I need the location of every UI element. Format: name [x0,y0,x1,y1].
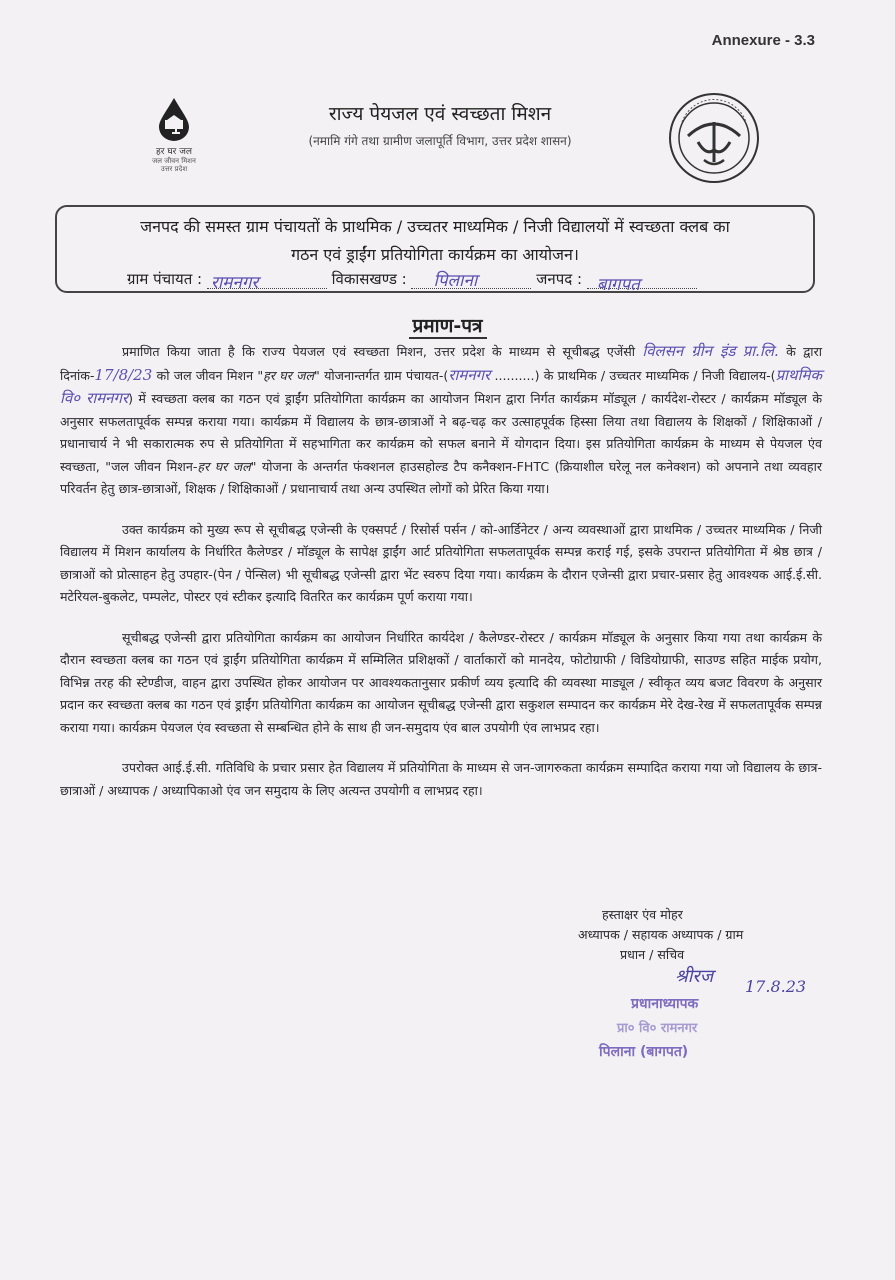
agency-name-handwritten: विलसन ग्रीन इंड [642,342,736,360]
event-date-handwritten: 17/8/23 [94,365,153,384]
gram-panchayat-value: रामनगर [210,273,259,293]
har-ghar-jal-logo [138,96,210,173]
paragraph-4: उपरोक्त आई.ई.सी. गतिविधि के प्रचार प्रसार हेत विद्यालय में प्रतियोगिता के माध्यम से जन-जागरुकता कार्यक्रम सम्पादित कराया गया जो विद्यालय के छात्र-छात्राओं / अध्यापक / अध्यापिकाओ एंव जन समुदाय के लिए अत्यन्त उपयोगी व लाभप्रद रहा। [60,760,822,798]
signature-block [578,905,818,965]
signature-date-handwritten: 17.8.23 [745,977,807,996]
certificate-heading-text: प्रमाण-पत्र [409,315,487,339]
org-header [230,100,650,149]
org-name: राज्य पेयजल एवं स्वच्छता मिशन [328,103,552,125]
paragraph-1 [60,340,822,501]
janpad-label: जनपद : [536,270,582,288]
janpad-value: बागपत [596,275,640,295]
signature-label-2: अध्यापक / सहायक अध्यापक / ग्राम [578,927,744,942]
vikaskhand-field [411,271,531,291]
water-drop-icon [154,96,194,142]
signature-handwritten: श्रीरज [675,966,714,987]
logo-text-2: जल जीवन मिशन [152,157,196,165]
har-ghar-jal-text: "हर घर जल" [257,367,320,383]
janpad-field [587,274,697,295]
program-title-box [55,205,815,293]
para1-text-6: ) में स्वच्छता क्लब का गठन एवं ड्राईंग प्रतियोगिता कार्यक्रम का आयोजन मिशन द्वारा निर्गत कार्यक्रम मॉड्यूल / कार्यदेश-रोस्टर / कार्यक्रम मॉड्यूल के अनुसार सफलतापूर्वक सम्पन्न कराया गया। कार्यक्रम में विद्यालय के छात्र-छात्राओं ने बढ़-चढ़ कर उत्साहपूर्वक हिस्सा लिया तथा विद्यालय के शिक्षकों / शिक्षिकाओं / प्रधानाचार्य ने भी सकारात्मक रुप से प्रतियोगिता में सहभागिता कर कार्यक्रम को सफल बनाने में योगदान दिया। इस प्रतियोगिता कार्यक्रम के माध्यम से पेयजल एंव स्वच्छता, "जल जीवन मिशन- [60,391,822,474]
paragraph-2: उक्त कार्यक्रम को मुख्य रूप से सूचीबद्ध एजेन्सी के एक्सपर्ट / रिसोर्स पर्सन / को-आर्डिनेटर / अन्य व्यवस्थाओं द्वारा प्राथमिक / उच्चतर माध्यमिक / निजी विद्यालय में मिशन कार्यालय के निर्धारित कैलेण्डर / मॉड्यूल के सापेक्ष ड्राईंग आर्ट प्रतियोगिता सफलतापूर्वक सम्पन्न कराई गई, इसके उपरान्त प्रतियोगिता में श्रेष्ठ छात्र / छात्राओं को प्रोत्साहन हेतु उपहार-(पेन / पेन्सिल) भी सूचीबद्ध एजेन्सी द्वारा भेंट स्वरुप दिया गया। कार्यक्रम के दौरान एजेन्सी द्वारा प्रचार-प्रसार हेतु आवश्यक आई.ई.सी. मटेरियल-बुकलेट, पम्पलेट, पोस्टर एवं स्टीकर इत्यादि वितरित कर कार्यक्रम पूर्ण कराया गया। [60,521,822,604]
signature-label-1: हस्ताक्षर एंव मोहर [602,907,683,922]
agency-suffix-handwritten: प्रा.लि. [742,342,779,360]
har-ghar-jal-text-2: हर घर जल [197,458,251,474]
stamp-line-2: प्रा० वि० रामनगर [617,1021,698,1036]
org-subtitle: (नमामि गंगे तथा ग्रामीण जलापूर्ति विभाग, उत्तर प्रदेश शासन) [308,134,572,148]
village-handwritten: रामनगर [448,365,491,384]
logo-text-3: उत्तर प्रदेश [160,165,188,173]
location-fields [127,269,697,295]
vikaskhand-value: पिलाना [433,271,478,291]
annexure-label: Annexure - 3.3 [711,32,815,49]
certificate-heading [0,312,895,338]
vikaskhand-label: विकासखण्ड : [331,270,407,288]
gram-panchayat-label: ग्राम पंचायत : [127,270,203,288]
paragraph-3: सूचीबद्ध एजेन्सी द्वारा प्रतियोगिता कार्यक्रम का आयोजन निर्धारित कार्यदेश / कैलेण्डर-रोस्टर / कार्यक्रम मॉड्यूल के अनुसार किया गया तथा कार्यक्रम के दौरान स्वच्छता क्लब का गठन एवं ड्राईंग प्रतियोगिता कार्यक्रम में सम्मिलित प्रशिक्षकों / वार्ताकारों को मानदेय, फोटोग्राफी / विडियोग्राफी, साउण्ड सहित माईक प्रयोग, विभिन्न तरह की स्टेण्डीज, वाहन द्वारा उपस्थित होकर आयोजन पर आवश्यकतानुसार प्रकीर्ण व्यय इत्यादि की व्यवस्था माड्यूल / स्वीकृत व्यय बजट विवरण के अनुसार प्रदान कर स्वच्छता क्लब का गठन एवं ड्राईंग प्रतियोगिता कार्यक्रम का आयोजन सूचीबद्ध एजेन्सी द्वारा सकुशल सम्पादन कर कार्यक्रम मेरे देख-रेख में सफलतापूर्वक सम्पन्न कराया गया। कार्यक्रम पेयजल एंव स्वच्छता से सम्बन्धित होने के साथ ही जन-समुदाय एंव बाल उपयोगी एंव लाभप्रद रहा। [60,629,822,735]
program-title-line2: गठन एवं ड्राईंग प्रतियोगिता कार्यक्रम का आयोजन। [291,245,579,264]
stamp-line-1: प्रधानाध्यापक [631,996,699,1012]
para1-text-1: प्रमाणित किया जाता है कि राज्य पेयजल एवं स्वच्छता मिशन, उत्तर प्रदेश के माध्यम से सूचीबद्ध एजेंसी [122,344,635,359]
certificate-body [60,340,822,820]
logo-text-1: हर घर जल [156,147,192,157]
para1-text-5: ..........) के प्राथमिक / उच्चतर माध्यमिक / निजी विद्यालय-( [494,367,776,383]
stamp-line-3: पिलाना (बागपत) [599,1044,689,1060]
headmaster-stamp [597,960,837,1070]
para1-text-4: योजनान्तर्गत ग्राम पंचायत-( [319,367,449,383]
para1-text-2: के द्वारा दिनांक- [60,344,822,383]
program-title-line1: जनपद की समस्त ग्राम पंचायतों के प्राथमिक / उच्चतर माध्यमिक / निजी विद्यालयों में स्वच्छता क्लब का [140,217,730,236]
up-government-seal-icon [668,92,760,184]
para1-text-3: को जल जीवन मिशन [156,367,258,383]
school-handwritten: प्राथमिक वि० रामनगर [60,365,822,407]
gram-panchayat-field [207,273,327,293]
signature-label-3: प्रधान / सचिव [620,947,685,962]
para1-text-7: " योजना के अन्तर्गत फंक्शनल हाउसहोल्ड टैप कनैक्शन-FHTC (क्रियाशील घरेलू नल कनेक्शन) को अपनाने तथा व्यवहार परिवर्तन हेतु छात्र-छात्राओं, शिक्षक / शिक्षिकाओं / प्रधानाचार्य तथा अन्य उपस्थित लोगों को प्रेरित किया गया। [60,458,822,496]
